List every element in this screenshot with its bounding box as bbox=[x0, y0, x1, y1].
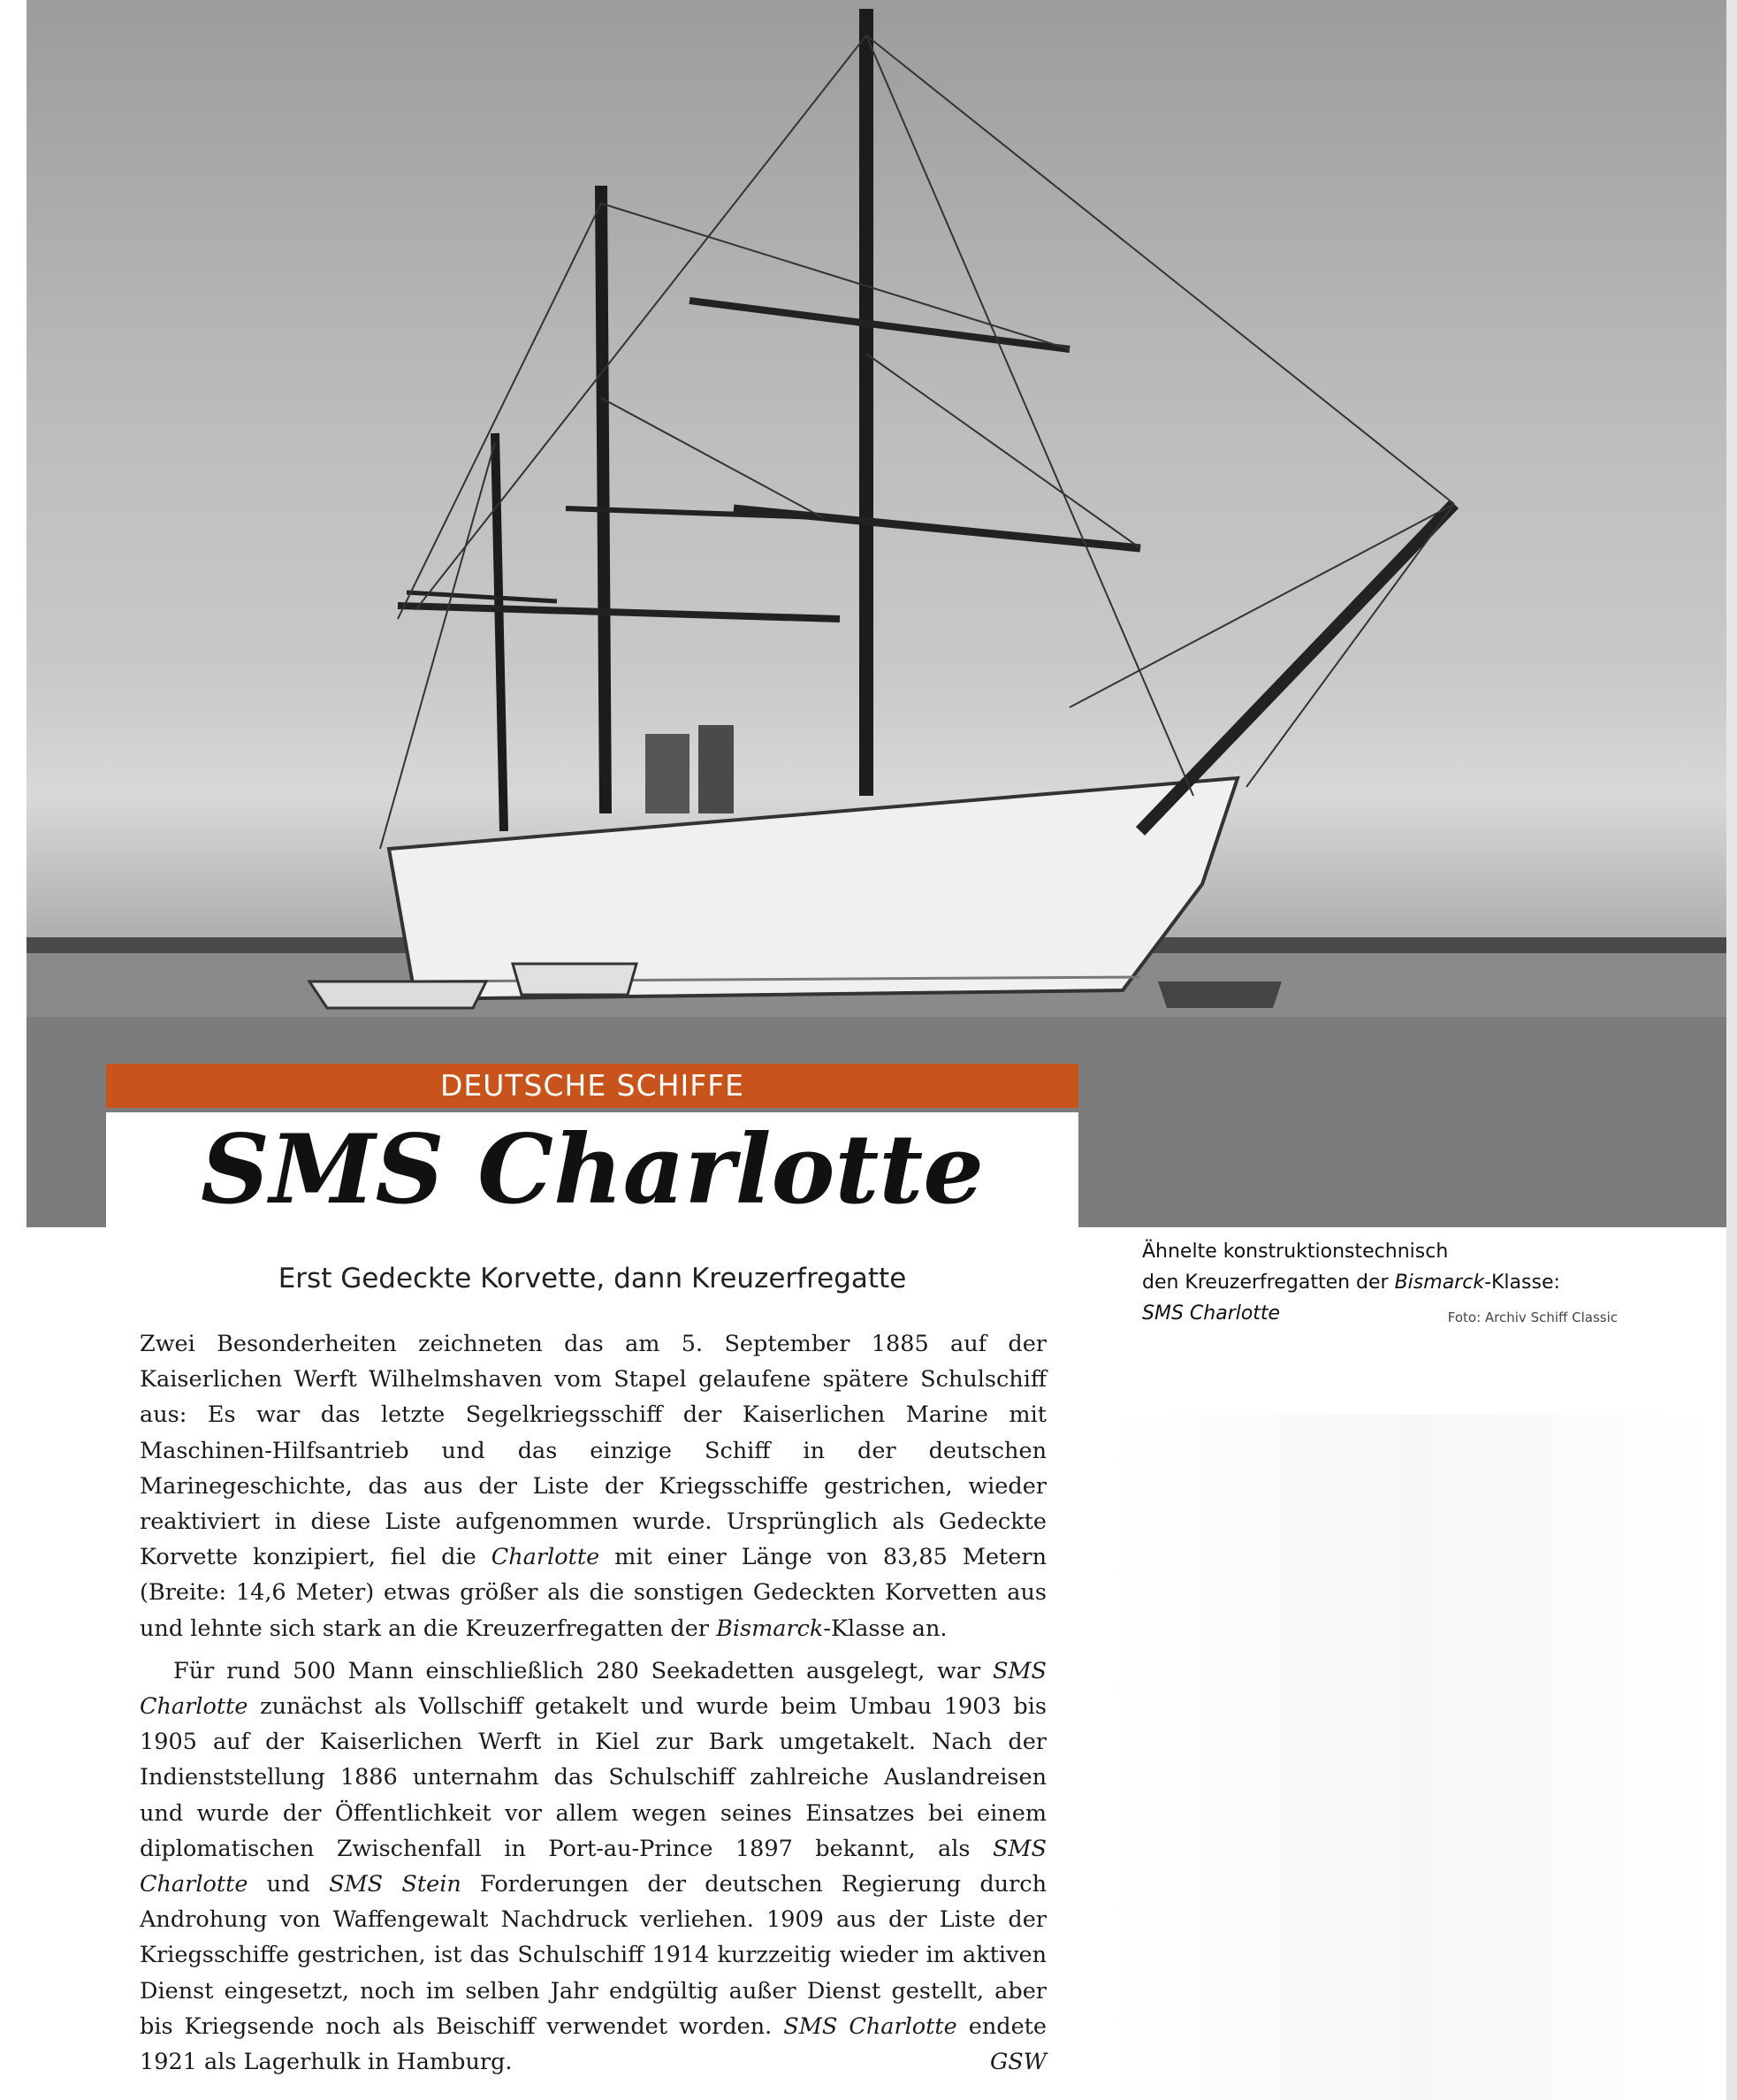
caption-line-2-end: -Klasse: bbox=[1484, 1271, 1560, 1294]
p2-ship-name-2: SMS Charlotte bbox=[140, 1835, 1047, 1898]
section-kicker: DEUTSCHE SCHIFFE bbox=[106, 1064, 1078, 1108]
paragraph-1 bbox=[140, 1326, 1047, 1646]
photo-caption bbox=[1142, 1236, 1637, 1329]
p1-text-b: mit einer Länge von 83,85 Metern (Breite: 14,6 Meter) etwas größer als die sonstigen Gedeckten Korvetten aus und lehnte sich stark an die Kreuzerfregatten der bbox=[140, 1544, 1048, 1642]
caption-class-name: Bismarck bbox=[1394, 1271, 1485, 1294]
p2-text-c: und bbox=[248, 1871, 330, 1898]
p2-text-b: zunächst als Vollschiff getakelt und wurde beim Umbau 1903 bis 1905 auf der Kaiserlichen Werft in Kiel zur Bark umgetakelt. Nach der Indienststellung 1886 unternahm das Schulschiff zahlreiche Auslandreisen und wurde der Öffentlichkeit vor allem wegen seines Einsatzes bei einem diplomatischen Zwischenfall in Port-au-Prince 1897 bekannt, als bbox=[140, 1693, 1047, 1862]
p2-text-d: Forderungen der deutschen Regierung durch Androhung von Waffengewalt Nachdruck verliehen. 1909 aus der Liste der Kriegsschiffe gestrichen, ist das Schulschiff 1914 kurzzeitig wieder im aktiven Dienst eingesetzt, noch im selben Jahr endgültig außer Dienst gestellt, aber bis Kriegsende noch als Beischiff verwendet worden. bbox=[140, 1871, 1047, 2040]
p1-class-name: Bismarck bbox=[716, 1615, 824, 1642]
p1-text-c: -Klasse an. bbox=[823, 1615, 948, 1642]
caption-ship-name: SMS Charlotte bbox=[1142, 1302, 1281, 1325]
caption-line-2 bbox=[1142, 1267, 1637, 1298]
p2-text-e: endete 1921 als Lagerhulk in Hamburg. bbox=[140, 2012, 1048, 2076]
p1-text-a: Zwei Besonderheiten zeichneten das am 5. September 1885 auf der Kaiserlichen Werft Wilhelmshaven vom Stapel gelaufene spätere Schulschiff aus: Es war das letzte Segelkriegsschiff der Kaiserlichen Marine mit Maschinen-Hilfsantrieb und das einzige Schiff in der deutschen Marinegeschichte, das aus der Liste der Kriegsschiffe gestrichen, wieder reaktiviert in diese Liste aufgenommen wurde. Ursprünglich als Gedeckte Korvette konzipiert, fiel die bbox=[140, 1331, 1047, 1571]
p1-ship-name: Charlotte bbox=[491, 1544, 600, 1571]
ship-illustration bbox=[27, 0, 1726, 1227]
author-signature: GSW bbox=[989, 2049, 1047, 2076]
p2-ship-name-1: SMS Charlotte bbox=[140, 1657, 1047, 1721]
article-title: SMS Charlotte bbox=[200, 1114, 985, 1226]
p2-text-a: Für rund 500 Mann einschließlich 280 Seekadetten ausgelegt, war bbox=[173, 1657, 993, 1684]
photo-credit: Foto: Archiv Schiff Classic bbox=[1447, 1310, 1618, 1325]
page-margin bbox=[0, 0, 27, 2100]
p2-ship-name-4: SMS Charlotte bbox=[783, 2012, 957, 2040]
ship-photo bbox=[27, 0, 1726, 1227]
paragraph-2 bbox=[140, 1653, 1047, 2080]
page-edge bbox=[1726, 0, 1737, 2100]
p2-ship-name-3: SMS Stein bbox=[329, 1871, 461, 1898]
caption-line-1: Ähnelte konstruktionstechnisch bbox=[1142, 1241, 1449, 1263]
caption-line-2-start: den Kreuzerfregatten der bbox=[1142, 1271, 1395, 1294]
faded-background bbox=[1105, 1415, 1724, 2100]
article-subtitle: Erst Gedeckte Korvette, dann Kreuzerfregatte bbox=[278, 1263, 907, 1294]
article-body bbox=[140, 1326, 1047, 2080]
